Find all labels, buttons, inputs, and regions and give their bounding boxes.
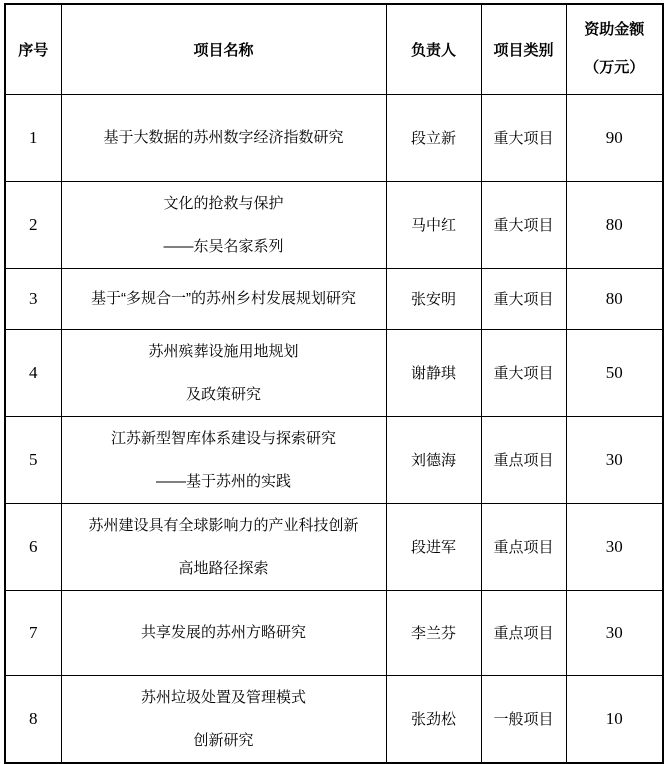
amount-cell: 80 bbox=[566, 181, 663, 268]
project-name-line: 苏州垃圾处置及管理模式 bbox=[140, 688, 306, 706]
leader-cell: 刘德海 bbox=[386, 416, 481, 503]
amount-cell: 30 bbox=[566, 503, 663, 590]
category-cell: 重点项目 bbox=[481, 503, 566, 590]
row-index: 3 bbox=[5, 268, 61, 329]
header-amount bbox=[566, 4, 663, 94]
leader-cell: 马中红 bbox=[386, 181, 481, 268]
project-name-line: 创新研究 bbox=[193, 731, 254, 749]
leader-cell: 李兰芬 bbox=[386, 590, 481, 675]
project-name-line: ——东吴名家系列 bbox=[163, 237, 284, 255]
project-name-cell bbox=[61, 268, 386, 329]
amount-cell: 80 bbox=[566, 268, 663, 329]
header-category: 项目类别 bbox=[481, 4, 566, 94]
row-index: 1 bbox=[5, 94, 61, 181]
funding-table bbox=[4, 3, 664, 764]
project-name-cell bbox=[61, 503, 386, 590]
category-cell: 重大项目 bbox=[481, 329, 566, 416]
amount-cell: 10 bbox=[566, 675, 663, 763]
table-row bbox=[5, 416, 663, 503]
project-name-line: 基于“多规合一”的苏州乡村发展规划研究 bbox=[91, 290, 356, 307]
header-amount-line2: （万元） bbox=[584, 59, 645, 77]
row-index: 7 bbox=[5, 590, 61, 675]
leader-cell: 谢静琪 bbox=[386, 329, 481, 416]
row-index: 4 bbox=[5, 329, 61, 416]
project-name-cell bbox=[61, 675, 386, 763]
category-cell: 重大项目 bbox=[481, 268, 566, 329]
document-page bbox=[0, 3, 664, 759]
project-name-line: 高地路径探索 bbox=[178, 559, 269, 577]
project-name-line: 共享发展的苏州方略研究 bbox=[140, 624, 306, 641]
leader-cell: 段立新 bbox=[386, 94, 481, 181]
project-name-cell bbox=[61, 181, 386, 268]
project-name-line: 苏州殡葬设施用地规划 bbox=[148, 342, 299, 360]
project-name-line: 及政策研究 bbox=[185, 385, 261, 403]
leader-cell: 张安明 bbox=[386, 268, 481, 329]
table-row bbox=[5, 181, 663, 268]
project-name-cell bbox=[61, 94, 386, 181]
header-row bbox=[5, 4, 663, 94]
table-row bbox=[5, 329, 663, 416]
row-index: 2 bbox=[5, 181, 61, 268]
header-index: 序号 bbox=[5, 4, 61, 94]
project-name-line: 苏州建设具有全球影响力的产业科技创新 bbox=[88, 516, 359, 534]
table-row bbox=[5, 268, 663, 329]
table-row bbox=[5, 503, 663, 590]
category-cell: 重点项目 bbox=[481, 590, 566, 675]
table-row bbox=[5, 590, 663, 675]
row-index: 8 bbox=[5, 675, 61, 763]
header-project-name: 项目名称 bbox=[61, 4, 386, 94]
header-leader: 负责人 bbox=[386, 4, 481, 94]
leader-cell: 张劲松 bbox=[386, 675, 481, 763]
header-amount-line1: 资助金额 bbox=[584, 21, 645, 39]
category-cell: 重大项目 bbox=[481, 181, 566, 268]
project-name-line: 江苏新型智库体系建设与探索研究 bbox=[110, 429, 336, 447]
project-name-line: 文化的抢救与保护 bbox=[163, 194, 284, 212]
amount-cell: 30 bbox=[566, 590, 663, 675]
project-name-cell bbox=[61, 416, 386, 503]
project-name-line: 基于大数据的苏州数字经济指数研究 bbox=[103, 129, 344, 146]
amount-cell: 50 bbox=[566, 329, 663, 416]
category-cell: 重大项目 bbox=[481, 94, 566, 181]
table-row bbox=[5, 94, 663, 181]
amount-cell: 90 bbox=[566, 94, 663, 181]
row-index: 6 bbox=[5, 503, 61, 590]
category-cell: 重点项目 bbox=[481, 416, 566, 503]
project-name-line: ——基于苏州的实践 bbox=[155, 472, 291, 490]
category-cell: 一般项目 bbox=[481, 675, 566, 763]
project-name-cell bbox=[61, 590, 386, 675]
table-row bbox=[5, 675, 663, 763]
project-name-cell bbox=[61, 329, 386, 416]
leader-cell: 段进军 bbox=[386, 503, 481, 590]
amount-cell: 30 bbox=[566, 416, 663, 503]
row-index: 5 bbox=[5, 416, 61, 503]
